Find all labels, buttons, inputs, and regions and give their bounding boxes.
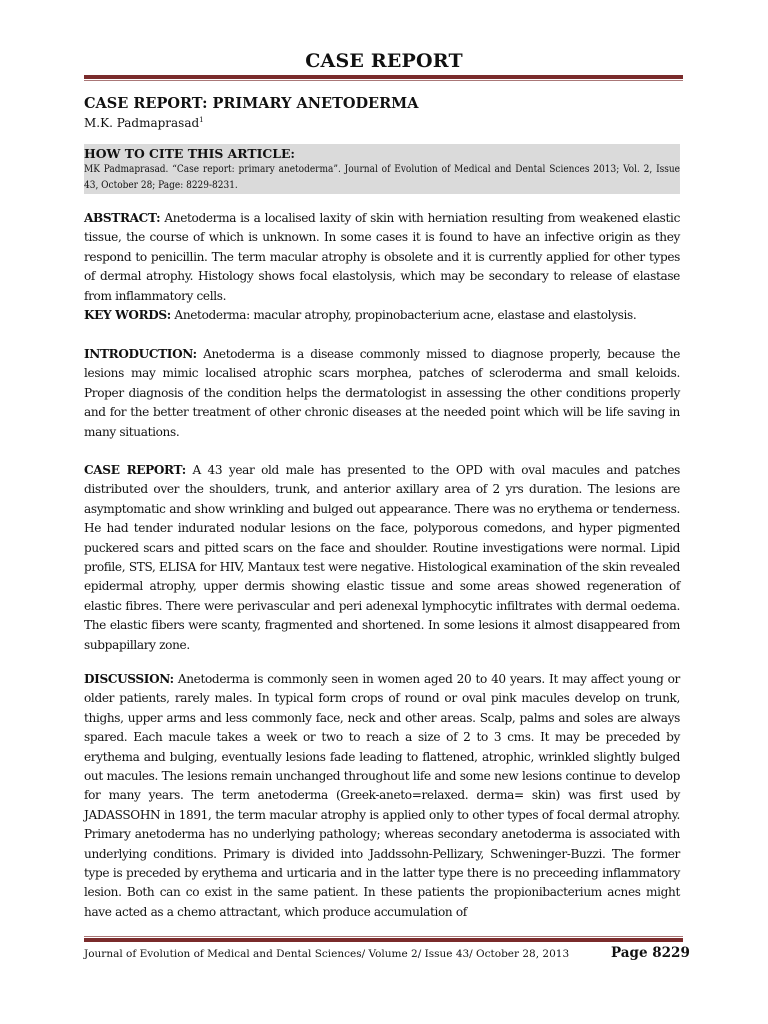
case-report-paragraph: [84, 461, 680, 655]
keywords-paragraph: [84, 306, 680, 325]
article-title: CASE REPORT: PRIMARY ANETODERMA: [84, 95, 419, 112]
footer-page-number: Page 8229: [611, 945, 690, 961]
introduction-text: Anetoderma is a disease commonly missed to diagnose properly, because the lesions may mimic localised atrophic scars morphea, patches of scleroderma and small keloids. Proper diagnosis of the condition helps the dermatologist in assessing the other conditions properly and for the better treatment of other chronic diseases at the needed point which will be life saving in many situations.: [84, 347, 680, 439]
author-affiliation-mark: 1: [199, 116, 204, 124]
abstract-paragraph: [84, 209, 680, 306]
author-line: [84, 116, 204, 130]
author-name: M.K. Padmaprasad: [84, 116, 200, 130]
citation-heading: HOW TO CITE THIS ARTICLE:: [84, 146, 295, 161]
abstract-text: Anetoderma is a localised laxity of skin with herniation resulting from weakened elastic tissue, the course of which is unknown. In some cases it is found to have an infective origin as they respond to penicillin. The term macular atrophy is obsolete and it is currently applied for other types of dermal atrophy. Histology shows focal elastolysis, which may be secondary to release of elastase from inflammatory cells.: [84, 211, 680, 303]
header-rule-thin: [84, 80, 683, 81]
header-rule-thick: [84, 75, 683, 79]
discussion-text: Anetoderma is commonly seen in women aged 20 to 40 years. It may affect young or older patients, rarely males. In typical form crops of round or oval pink macules develop on trunk, thighs, upper arms and less commonly face, neck and other areas. Scalp, palms and soles are always spared. Each macule takes a week or two to reach a size of 2 to 3 cms. It may be preceded by erythema and bulging, eventually lesions fade leading to flattened, atrophic, wrinkled slightly bulged out macules. The lesions remain unchanged throughout life and some new lesions continue to develop for many years. The term anetoderma (Greek-aneto=relaxed. derma= skin) was first used by JADASSOHN in 1891, the term macular atrophy is applied only to other types of focal dermal atrophy. Primary anetoderma has no underlying pathology; whereas secondary anetoderma is associated with underlying conditions. Primary is divided into Jaddssohn-Pellizary, Schweninger-Buzzi. The former type is preceded by erythema and urticaria and in the latter type there is no preceeding inflammatory lesion. Both can co exist in the same patient. In these patients the propionibacterium acnes might have acted as a chemo attractant, which produce accumulation of: [84, 672, 680, 919]
case-report-label: CASE REPORT:: [84, 463, 186, 477]
abstract-label: ABSTRACT:: [84, 211, 161, 225]
citation-text: MK Padmaprasad. “Case report: primary anetoderma”. Journal of Evolution of Medical and Dental Sciences 2013; Vol. 2, Issue 43, October 28; Page: 8229-8231.: [84, 164, 680, 191]
footer-rule-thin: [84, 936, 683, 937]
introduction-label: INTRODUCTION:: [84, 347, 197, 361]
footer-journal-info: Journal of Evolution of Medical and Dental Sciences/ Volume 2/ Issue 43/ October 28, 2013: [84, 948, 570, 960]
case-report-text: A 43 year old male has presented to the OPD with oval macules and patches distributed over the shoulders, trunk, and anterior axillary area of 2 yrs duration. The lesions are asymptomatic and show wrinkling and bulged out appearance. There was no erythema or tenderness. He had tender indurated nodular lesions on the face, polyporous comedons, and hyper pigmented puckered scars and pitted scars on the face and shoulder. Routine investigations were normal. Lipid profile, STS, ELISA for HIV, Mantaux test were negative. Histological examination of the skin revealed epidermal atrophy, upper dermis showing elastic tissue and some areas showed regeneration of elastic fibres. There were perivascular and peri adenexal lymphocytic infiltrates with dermal oedema. The elastic fibers were scanty, fragmented and shortened. In some lesions it almost disappeared from subpapillary zone.: [84, 463, 680, 652]
footer-rule-thick: [84, 938, 683, 942]
discussion-label: DISCUSSION:: [84, 672, 174, 686]
discussion-paragraph: [84, 670, 680, 922]
keywords-label: KEY WORDS:: [84, 308, 171, 322]
running-header: CASE REPORT: [305, 50, 463, 72]
introduction-paragraph: [84, 345, 680, 442]
keywords-text: Anetoderma: macular atrophy, propinobacterium acne, elastase and elastolysis.: [170, 308, 637, 322]
